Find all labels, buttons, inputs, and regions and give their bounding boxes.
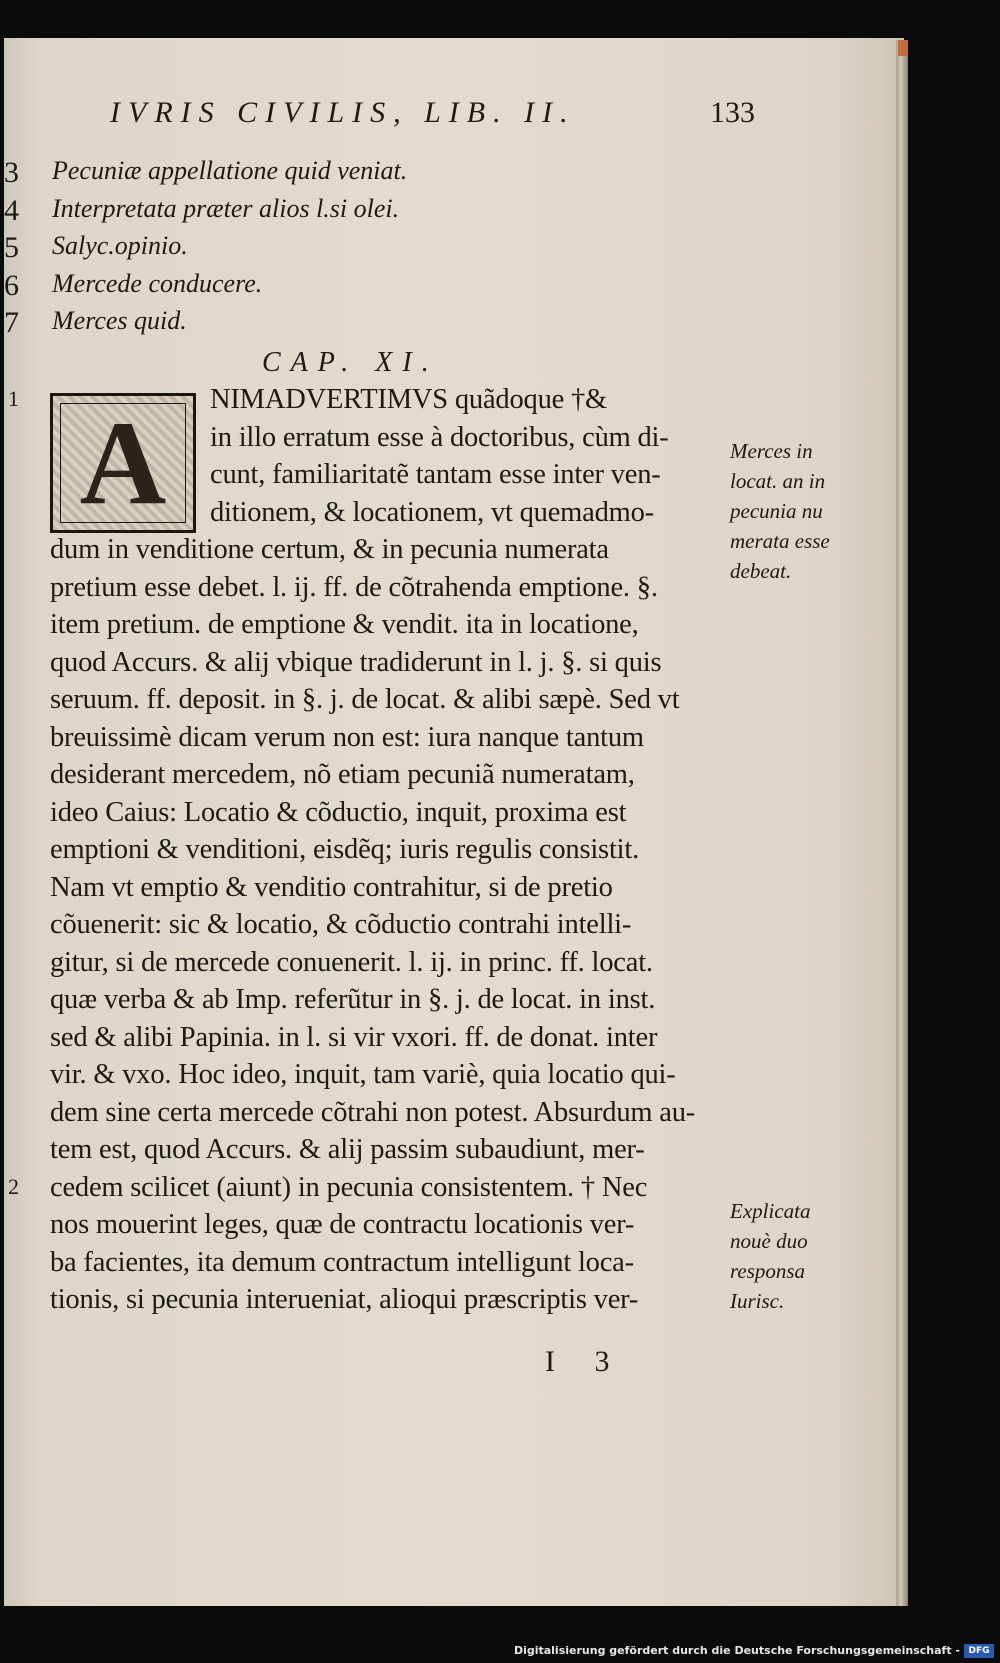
summary-text: Interpretata præter alios l.si olei. (52, 193, 400, 223)
text-line (0, 1247, 720, 1285)
text-line (0, 872, 720, 910)
margin-note-line: responsa (730, 1259, 806, 1283)
summary-item (0, 231, 700, 269)
line-text: desiderant mercedem, nõ etiam pecuniã numeratam, (50, 759, 635, 790)
signature-mark: I 3 (545, 1345, 626, 1378)
text-line (0, 459, 720, 497)
margin-note-line: merata esse (730, 529, 830, 553)
text-line (0, 534, 720, 572)
line-text: dem sine certa mercede cõtrahi non potest. Absurdum au- (50, 1096, 696, 1128)
summary-text: Pecuniæ appellatione quid veniat. (52, 156, 408, 185)
text-line (0, 384, 720, 422)
text-line (0, 984, 720, 1022)
line-text: nos mouerint leges, quæ de contractu locationis ver- (50, 1209, 635, 1240)
margin-note-merces (730, 436, 890, 586)
dfg-logo: DFG (964, 1644, 994, 1658)
summary-list (0, 156, 700, 344)
text-line (0, 834, 720, 872)
line-text: pretium esse debet. l. ij. ff. de cõtrahenda emptione. §. (50, 571, 658, 603)
running-header (110, 96, 760, 144)
line-text: NIMADVERTIMVS quãdoque †& (210, 384, 608, 415)
footer-bar (0, 1641, 1000, 1663)
text-line (0, 1097, 720, 1135)
line-text: gitur, si de mercede conuenerit. l. ij. in princ. ff. locat. (50, 946, 653, 978)
line-text: in illo erratum esse à doctoribus, cùm di- (210, 421, 669, 453)
summary-number: 3 (4, 156, 19, 189)
text-line (0, 684, 720, 722)
line-text: cunt, familiaritatẽ tantam esse inter ven- (210, 459, 661, 490)
margin-note-explicata (730, 1196, 890, 1316)
text-line (0, 797, 720, 835)
bookmark-tab (898, 40, 908, 56)
line-text: dum in venditione certum, & in pecunia numerata (50, 534, 609, 565)
line-marker: 1 (8, 386, 19, 411)
margin-note-line: debeat. (730, 559, 792, 583)
text-line (0, 609, 720, 647)
line-text: tem est, quod Accurs. & alij passim subaudiunt, mer- (50, 1134, 645, 1165)
summary-number: 7 (4, 306, 19, 339)
text-line (0, 572, 720, 610)
text-line (0, 422, 720, 460)
summary-number: 6 (4, 268, 19, 302)
running-title: IVRIS CIVILIS, LIB. II. (110, 96, 576, 129)
text-line (0, 647, 720, 685)
line-text: vir. & vxo. Hoc ideo, inquit, tam variè, quia locatio qui- (50, 1059, 676, 1090)
text-line (0, 909, 720, 947)
text-line (0, 1284, 720, 1322)
line-text: Nam vt emptio & venditio contrahitur, si de pretio (50, 871, 613, 903)
line-text: quæ verba & ab Imp. referũtur in §. j. de locat. in inst. (50, 984, 656, 1015)
page-edge (896, 40, 908, 1606)
text-line (0, 947, 720, 985)
margin-note-line: Merces in (730, 439, 813, 463)
summary-number: 5 (4, 231, 19, 264)
summary-item (0, 194, 700, 232)
margin-note-line: locat. an in (730, 469, 826, 493)
margin-note-line: nouè duo (730, 1229, 808, 1253)
summary-text: Merces quid. (52, 306, 187, 335)
initial-letter: A (60, 403, 186, 523)
line-text: ba facientes, ita demum contractum intelligunt loca- (50, 1246, 634, 1278)
funding-notice: Digitalisierung gefördert durch die Deutsche Forschungsgemeinschaft - (513, 1644, 960, 1657)
page-number: 133 (710, 96, 755, 129)
line-text: tionis, si pecunia interueniat, alioqui præscriptis ver- (50, 1284, 639, 1315)
summary-text: Salyc.opinio. (52, 231, 188, 260)
body-text (0, 384, 720, 1322)
summary-number: 4 (4, 193, 19, 227)
summary-item (0, 306, 700, 344)
line-text: emptioni & venditioni, eisdẽq; iuris regulis consistit. (50, 834, 640, 865)
text-line (0, 1059, 720, 1097)
line-text: quod Accurs. & alij vbique tradiderunt in l. j. §. si quis (50, 646, 662, 678)
line-text: seruum. ff. deposit. in §. j. de locat. & alibi sæpè. Sed vt (50, 684, 680, 715)
line-text: ditionem, & locationem, vt quemadmo- (210, 496, 654, 528)
line-text: item pretium. de emptione & vendit. ita in locatione, (50, 609, 639, 640)
summary-text: Mercede conducere. (52, 268, 263, 298)
text-line (0, 722, 720, 760)
margin-note-line: Iurisc. (730, 1289, 785, 1313)
chapter-heading: CAP. XI. (262, 347, 439, 378)
line-text: cedem scilicet (aiunt) in pecunia consistentem. † Nec (50, 1171, 648, 1203)
line-text: sed & alibi Papinia. in l. si vir vxori. ff. de donat. inter (50, 1021, 658, 1053)
text-line (0, 1209, 720, 1247)
line-text: breuissimè dicam verum non est: iura nanque tantum (50, 721, 644, 753)
text-line (0, 759, 720, 797)
text-line (0, 1022, 720, 1060)
summary-item (0, 269, 700, 307)
summary-item (0, 156, 700, 194)
margin-note-line: pecunia nu (730, 499, 823, 523)
text-line (0, 1172, 720, 1210)
line-marker: 2 (8, 1173, 19, 1199)
line-text: ideo Caius: Locatio & cõductio, inquit, proxima est (50, 796, 627, 828)
line-text: cõuenerit: sic & locatio, & cõductio contrahi intelli- (50, 909, 632, 940)
text-line (0, 497, 720, 535)
margin-note-line: Explicata (730, 1199, 811, 1223)
text-line (0, 1134, 720, 1172)
